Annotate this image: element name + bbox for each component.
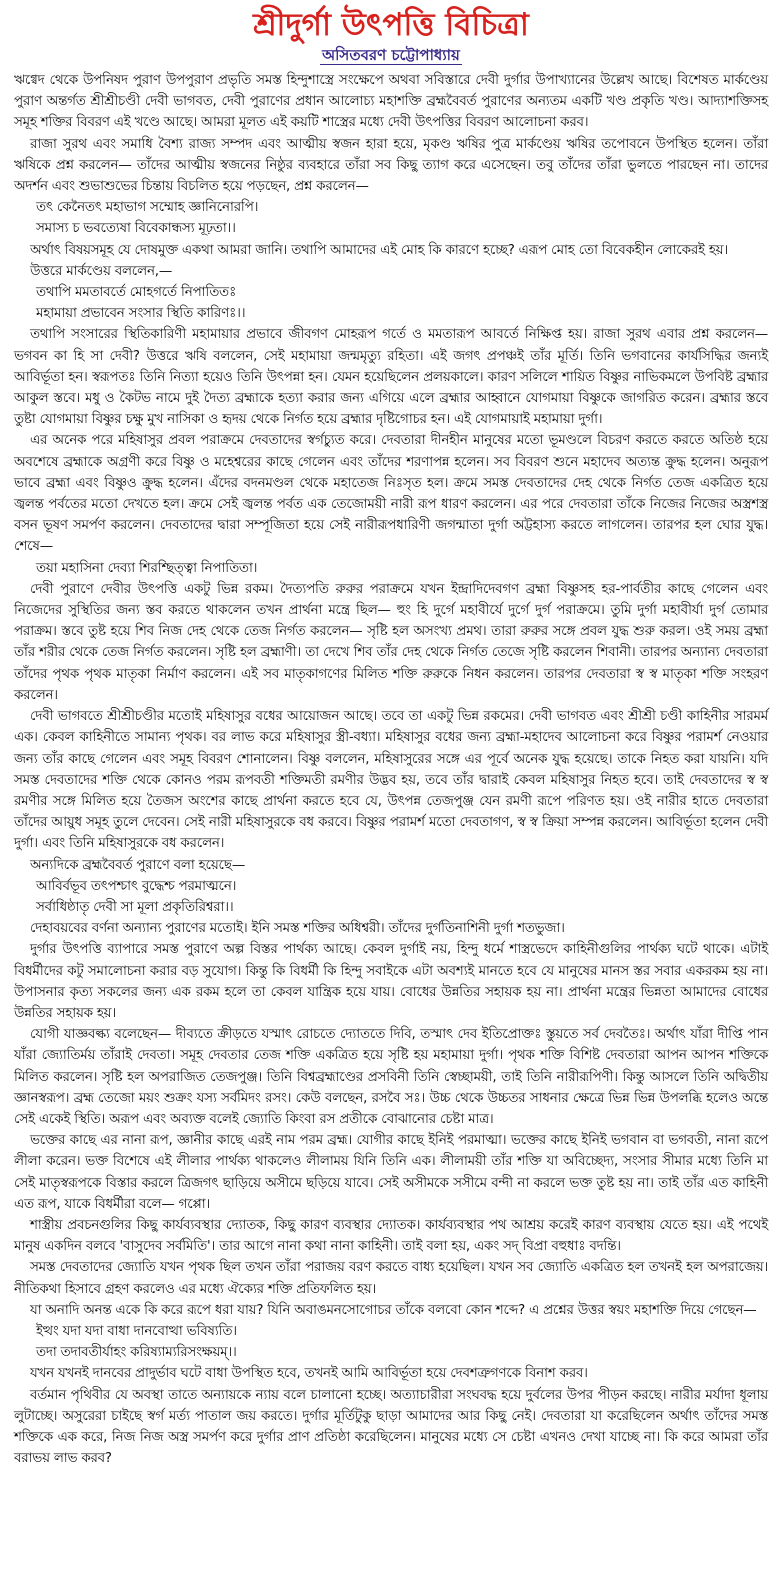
author-name: অসিতবরণ চট্টোপাধ্যায়	[322, 46, 460, 64]
paragraph: ঋগ্বেদ থেকে উপনিষদ পুরাণ উপপুরাণ প্রভৃতি সমস্ত হিন্দুশাস্ত্রে সংক্ষেপে অথবা সবিস্তারে দেবী দুর্গার উপাখ্যানের উল্লেখ আছে। বিশেষত মার্কণ্ডেয় পুরাণ অন্তর্গত শ্রীশ্রীচণ্ডী দেবী ভাগবত, দেবী পুরাণের প্রধান আলোচ্য মহাশক্তি ব্রহ্মবৈবর্ত পুরাণের অন্যতম একটি খণ্ড প্রকৃতি খণ্ড। আদ্যাশক্তিসহ সমূহ শক্তির বিবরণ এই খণ্ডে আছে। আমরা মূলত এই কয়টি শাস্ত্রের মধ্যে দেবী উৎপত্তির বিবরণ আলোচনা করব।	[14, 73, 768, 131]
paragraph: তথাপি সংসারের স্থিতিকারিণী মহামায়ার প্রভাবে জীবগণ মোহরূপ গর্তে ও মমতারূপ আবর্তে নিক্ষিপ্ত হয়। রাজা সুরথ এবার প্রশ্ন করলেন— ভগবন কা হি সা দেবী? উত্তরে ঋষি বললেন, সেই মহামায়া জন্মমৃত্যু রহিতা। এই জগৎ প্রপঞ্চই তাঁর মূর্তি। তিনি ভগবানের কার্যসিদ্ধির জন্যই আবির্ভূতা হন। স্বরূপতঃ তিনি নিত্যা হয়েও তিনি উৎপন্না হন। যেমন হয়েছিলেন প্রলয়কালে। কারণ সলিলে শায়িত বিষ্ণুর নাভিকমলে উপবিষ্ট ব্রহ্মার আকুল স্তবে। মধু ও কৈটভ নামে দুই দৈত্য ব্রহ্মাকে হত্যা করার জন্য এগিয়ে এলে ব্রহ্মার আহ্বানে যোগমায়া বিষ্ণুকে জাগরিত করেন। ব্রহ্মার স্তবে তুষ্টা যোগমায়া বিষ্ণুর চক্ষু মুখ নাসিকা ও হৃদয় থেকে নির্গত হয়ে ব্রহ্মার দৃষ্টিগোচর হন। এই যোগমায়াই মহামায়া দুর্গা।	[14, 327, 768, 428]
paragraph: সমস্ত দেবতাদের জ্যোতি যখন পৃথক ছিল তখন তাঁরা পরাজয় বরণ করতে বাধ্য হয়েছিল। যখন সব জ্যোতি একত্রিত হল তখনই হল অপরাজেয়। নীতিকথা হিসাবে গ্রহণ করলেও এর মধ্যে ঐক্যের শক্তি প্রতিফলিত হয়।	[14, 1260, 768, 1297]
paragraph: শাস্ত্রীয় প্রবচনগুলির কিছু কার্যব্যবস্থার দ্যোতক, কিছু কারণ ব্যবস্থার দ্যোতক। কার্যব্যবস্থার পথ আশ্রয় করেই কারণ ব্যবস্থায় যেতে হয়। এই পথেই মানুষ একদিন বলবে 'বাসুদেব সর্বমিতি'। তার আগে নানা কথা নানা কাহিনী। তাই বলা হয়, একং সদ্ বিপ্রা বহুধাঃ বদন্তি।	[14, 1217, 768, 1255]
verse-line: তয়া মহাসিনা দেব্যা শিরশ্ছিত্ত্বা নিপাতিতা।	[36, 560, 258, 576]
paragraph: উত্তরে মার্কণ্ডেয় বললেন,—	[30, 263, 173, 279]
paragraph: দেবী ভাগবতে শ্রীশ্রীচণ্ডীর মতোই মহিষাসুর বধের আয়োজন আছে। তবে তা একটু ভিন্ন রকমের। দেবী ভাগবত এবং শ্রীশ্রী চণ্ডী কাহিনীর সারমর্ম এক। কেবল কাহিনীতে সামান্য পৃথক। বর লাভ করে মহিষাসুর স্ত্রী-বধ্যা। মহিষাসুর বধের জন্য ব্রহ্মা-মহাদেব আলোচনা করে বিষ্ণুর পরামর্শ নেওয়ার জন্য তাঁর কাছে গেলেন এবং সমূহ বিবরণ শোনালেন। বিষ্ণু বললেন, মহিষাসুরের সঙ্গে এর পূর্বে অনেক যুদ্ধ হয়েছে। তাকে নিহত করা যায়নি। যদি সমস্ত দেবতাদের শক্তি থেকে কোনও পরম রূপবতী শক্তিমতী রমণীর উদ্ভব হয়, তবে তাঁর দ্বারাই কেবল মহিষাসুর নিহত হবে। তাই দেবতাদের স্ব স্ব রমণীর সঙ্গে মিলিত হয়ে তৈজস অংশের কাছে প্রার্থনা করতে হবে যে, উৎপন্ন তেজপুঞ্জ যেন রমণী রূপে পরিণত হয়। ওই নারীর হাতে দেবতারা তাঁদের আয়ুধ সমূহ তুলে দেবেন। সেই নারী মহিষাসুরকে বধ করবে। বিষ্ণুর পরামর্শ মতো দেবতাগণ, স্ব স্ব ক্রিয়া সম্পন্ন করলেন। আবির্ভূতা হলেন দেবী দুর্গা। এবং তিনি মহিষাসুরকে বধ করলেন।	[14, 709, 768, 852]
paragraph: যখন যখনই দানবের প্রাদুর্ভাব ঘটে বাধা উপস্থিত হবে, তখনই আমি আবির্ভূতা হয়ে দেবশত্রুগণকে বিনাশ করব।	[30, 1366, 588, 1382]
verse-line: সমাস্য চ ভবত্যেষা বিবেকান্ধস্য মূঢ়তা।।	[36, 221, 236, 237]
verse-line: মহামায়া প্রভাবেন সংসার স্থিতি কারিণঃ।।	[36, 306, 246, 322]
verse-line: তথাপি মমতাবর্তে মোহগর্তে নিপাতিতঃ	[36, 285, 237, 301]
paragraph: দেহাবয়বের বর্ণনা অন্যান্য পুরাণের মতোই। ইনি সমস্ত শক্তির অধিশ্বরী। তাঁদের দুর্গতিনাশিনী দুর্গা শতভুজা।	[30, 921, 565, 937]
paragraph: দুর্গার উৎপত্তি ব্যাপারে সমস্ত পুরাণে অল্প বিস্তর পার্থক্য আছে। কেবল দুর্গাই নয়, হিন্দু ধর্মে শাস্ত্রভেদে কাহিনীগুলির পার্থক্য ঘটে থাকে। এটাই বিধর্মীদের কটু সমালোচনা করার বড় সুযোগ। কিন্তু কি বিধর্মী কি হিন্দু সবাইকে এটা অবশ্যই মানতে হবে যে মানুষের মানস স্তর সবার একরকম হয় না। উপাসনার কৃত্য সকলের জন্য এক রকম হলে তা কেবল যান্ত্রিক হয়ে যায়। বোধের উন্নতির সহায়ক হয় না। প্রার্থনা মন্ত্রের ভিন্নতা আমাদের বোধের উন্নতির সহায়ক হয়।	[14, 942, 768, 1021]
paragraph: বর্তমান পৃথিবীর যে অবস্থা তাতে অন্যায়কে ন্যায় বলে চালানো হচ্ছে। অত্যাচারীরা সংঘবদ্ধ হয়ে দুর্বলের উপর পীড়ন করছে। নারীর মর্যাদা ধূলায় লুটাচ্ছে। অসুরেরা চাইছে স্বর্গ মর্ত্য পাতাল জয় করতে। দুর্গার মূর্তিটুকু ছাড়া আমাদের আর কিছু নেই। দেবতারা যা করেছিলেন অর্থাৎ তাঁদের সমস্ত শক্তিকে এক করে, নিজ নিজ অস্ত্র সমর্পণ করে দুর্গার প্রাণ প্রতিষ্ঠা করেছিলেন। মানুষের মধ্যে সে চেষ্টা এখনও দেখা যাচ্ছে না। কি করে আমরা তাঁর বরাভয় লাভ করব?	[14, 1387, 768, 1467]
paragraph: এর অনেক পরে মহিষাসুর প্রবল পরাক্রমে দেবতাদের স্বর্গচ্যুত করে। দেবতারা দীনহীন মানুষের মতো ভূমণ্ডলে বিচরণ করতে করতে অতিষ্ঠ হয়ে অবশেষে ব্রহ্মাকে অগ্রণী করে বিষ্ণু ও মহেশ্বরের কাছে গেলেন এবং তাঁদের শরণাপন্ন হলেন। সব বিবরণ শুনে মহাদেব অত্যন্ত ক্রুদ্ধ হলেন। অনুরূপ ভাবে ব্রহ্মা এবং বিষ্ণুও ক্রুদ্ধ হলেন। এঁদের বদনমণ্ডল থেকে মহাতেজ নিঃসৃত হল। ক্রমে সমস্ত দেবতাদের দেহ থেকে নির্গত তেজ একত্রিত হয়ে জ্বলন্ত পর্বতের মতো দেখতে হল। ক্রমে সেই জ্বলন্ত পর্বত এক তেজোময়ী নারী রূপ ধারণ করলেন। এর পরে দেবতারা তাঁকে নিজের নিজের অস্ত্রশস্ত্র বসন ভূষণ সমর্পণ করলেন। দেবতাদের দ্বারা সম্পূজিতা হয়ে সেই নারীরূপধারিণী জগন্মাতা দুর্গা অট্টহাস্য করতে লাগলেন। তারপর হল ঘোর যুদ্ধ। শেষে—	[14, 433, 768, 555]
paragraph: যা অনাদি অনন্ত একে কি করে রূপে ধরা যায়? যিনি অবাঙমনসোগোচর তাঁকে বলবো কোন শব্দে? এ প্রশ্নের উত্তর স্বয়ং মহাশক্তি দিয়ে গেছেন—	[30, 1302, 757, 1318]
verse-line: আবির্বভূব তৎপশ্চাৎ বুদ্ধেশ্চ পরমাত্মনে।	[36, 878, 237, 894]
paragraph: যোগী যাজ্ঞবল্ক্য বলেছেন— দীব্যতে ক্রীড়তে যস্মাৎ রোচতে দ্যোততে দিবি, তস্মাৎ দেব ইতিপ্রোক্তঃ স্তুয়তে সর্ব দেবতৈঃ। অর্থাৎ যাঁরা দীপ্তি পান যাঁরা জ্যোতির্ময় তাঁরাই দেবতা। সমূহ দেবতার তেজ শক্তি একত্রিত হয়ে সৃষ্টি হয় মহামায়া দুর্গা। পৃথক শক্তি বিশিষ্ট দেবতারা আপন আপন শক্তিকে মিলিত করলেন। সৃষ্টি হল অপরাজিত তেজপুঞ্জ। তিনি বিশ্বব্রহ্মাণ্ডের প্রসবিনী তিনি স্বেচ্ছাময়ী, তাই তিনি নারীরূপিণী। কিন্তু আসলে তিনি অদ্বিতীয় জ্ঞানস্বরূপ। ব্রহ্ম তেজো ময়ং শুক্রং যস্য সর্বমিদং রসং। কেউ বলছেন, রসবৈ সঃ। উচ্চ থেকে উচ্চতর সাধনার ক্ষেত্রে ভিন্ন ভিন্ন উপলব্ধি হলেও অন্তে সেই একেই স্থিতি। অরূপ এবং অব্যক্ত বলেই জ্যোতি কিংবা রস প্রতীকে বোঝানোর চেষ্টা মাত্র।	[14, 1027, 768, 1127]
article-body	[14, 70, 768, 1469]
verse-line: তৎ কেনৈতৎ মহাভাগ সম্মোহ জ্ঞানিনোরপি।	[36, 200, 259, 216]
paragraph: অন্যদিকে ব্রহ্মবৈবর্ত পুরাণে বলা হয়েছে—	[30, 857, 246, 873]
paragraph: ভক্তের কাছে এর নানা রূপ, জ্ঞানীর কাছে এরই নাম পরম ব্রহ্ম। যোগীর কাছে ইনিই পরমাত্মা। ভক্তের কাছে ইনিই ভগবান বা ভগবতী, নানা রূপে লীলা করেন। ভক্ত বিশেষে এই লীলার পার্থক্য থাকলেও লীলাময় যিনি তিনি এক। লীলাময়ী তাঁর শক্তি যা অবিচ্ছেদ্য, সংসার সীমার মধ্যে তিনি মা সেই মাতৃস্বরূপকে বিস্তার করলে ত্রিজগৎ ছাড়িয়ে অসীমে ছড়িয়ে যাবে। সেই অসীমকে সসীমে বন্দী না করলে ভক্ত তুষ্ট হয় না। তাই তাঁর এত কাহিনী এত রূপ, যাকে বিধর্মীরা বলে— গপ্পো।	[14, 1133, 768, 1212]
paragraph: অর্থাৎ বিষয়সমূহ যে দোষমুক্ত একথা আমরা জানি। তথাপি আমাদের এই মোহ কি কারণে হচ্ছে? এরূপ মোহ তো বিবেকহীন লোকেরই হয়।	[30, 242, 728, 258]
verse-line: ইত্থং যদা যদা বাধা দানবোত্থা ভবিষ্যতি।	[36, 1323, 237, 1339]
verse-line: সর্বাধিষ্ঠাতৃ দেবী সা মূলা প্রকৃতিরিশ্বরা।।	[36, 899, 234, 915]
article-title: শ্রীদুর্গা উৎপত্তি বিচিত্রা	[253, 7, 529, 43]
verse-line: তদা তদাবতীর্যাহং করিষ্যাম্যরিসংক্ষয়ম্।।	[36, 1345, 237, 1361]
paragraph: দেবী পুরাণে দেবীর উৎপত্তি একটু ভিন্ন রকম। দৈত্যপতি রুরুর পরাক্রমে যখন ইন্দ্রাদিদেবগণ ব্রহ্মা বিষ্ণুসহ হর-পার্বতীর কাছে গেলেন এবং নিজেদের সুস্থিতির জন্য স্তব করতে থাকলেন তখন প্রার্থনা মন্ত্রে ছিল— হুং হি দুর্গে মহাবীর্যে দুর্গে দুর্গ পরাক্রমে। তুমি দুর্গা মহাবীর্যা দুর্গ তোমার পরাক্রম। স্তবে তুষ্ট হয়ে শিব নিজ দেহ থেকে তেজ নির্গত করলেন— সৃষ্টি হল অসংখ্য প্রমথ। তারা রুরুর সঙ্গে প্রবল যুদ্ধ শুরু করল। ওই সময় ব্রহ্মা তাঁর শরীর থেকে তেজ নির্গত করলেন। সৃষ্টি হল ব্রহ্মাণী। তা দেখে শিব তাঁর দেহ থেকে নির্গত তেজে সৃষ্টি করলেন শিবানী। তারপর অন্যান্য দেবতারা তাঁদের পৃথক পৃথক মাতৃকা নির্মাণ করলেন। এই সব মাতৃকাগণের মিলিত শক্তি রুরুকে নিধন করলেন। তারপর দেবতারা স্ব স্ব মাতৃকা শক্তি সংহরণ করলেন।	[14, 581, 768, 703]
paragraph: রাজা সুরথ এবং সমাধি বৈশ্য রাজ্য সম্পদ এবং আত্মীয় স্বজন হারা হয়ে, মৃকণ্ড ঋষির পুত্র মার্কণ্ডেয় ঋষির তপোবনে উপস্থিত হলেন। তাঁরা ঋষিকে প্রশ্ন করলেন— তাঁদের আত্মীয় স্বজনের নিষ্ঠুর ব্যবহারে তাঁরা সব কিছু ত্যাগ করে এসেছেন। তবু তাঁদের তাঁরা ভুলতে পারছেন না। তাদের অদর্শন এবং শুভাশুভের চিন্তায় বিচলিত হয়ে পড়ছেন, প্রশ্ন করলেন—	[14, 136, 768, 195]
article-author	[14, 44, 768, 66]
